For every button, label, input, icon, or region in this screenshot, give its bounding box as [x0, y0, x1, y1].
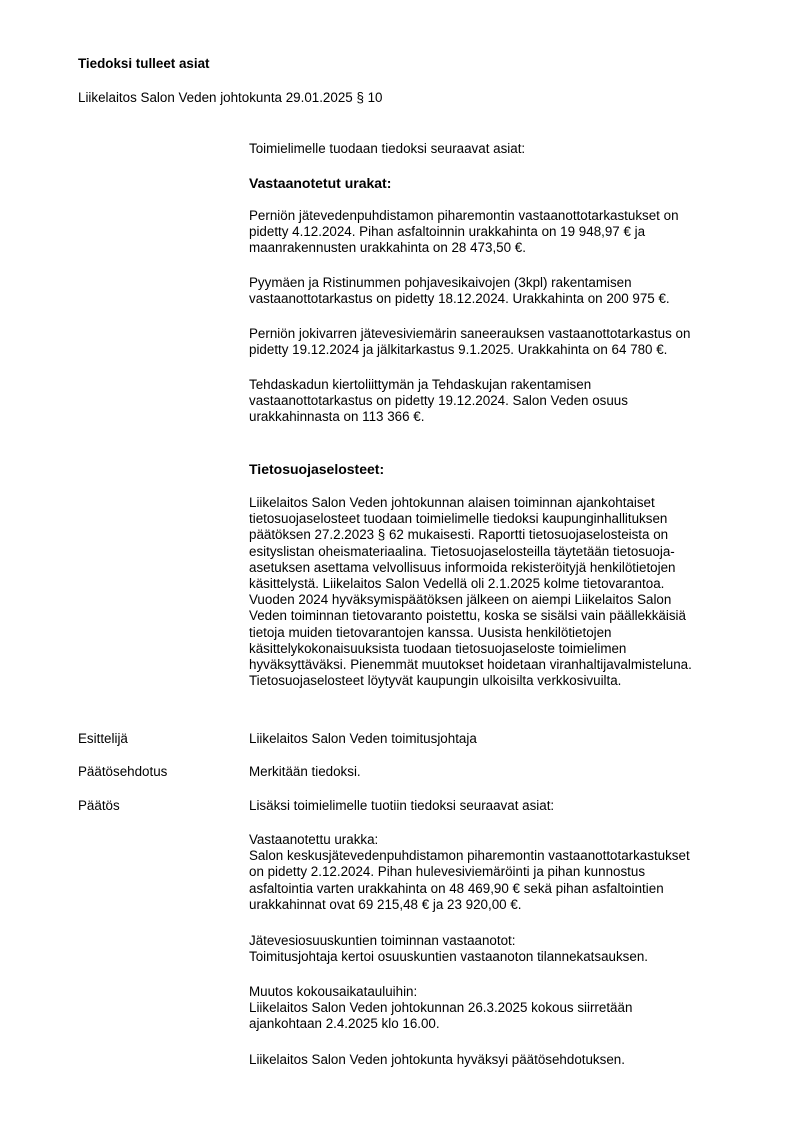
contract-paragraph-2: [249, 275, 741, 307]
text-line: Muutos kokousaikatauluihin:: [249, 984, 418, 999]
text-line: Veden toiminnan tietovaranto poistettu, koska se sisälsi vain päällekkäisiä: [249, 608, 686, 624]
decision-block-contract: [249, 832, 741, 913]
text-line: ajankohtaan 2.4.2025 klo 16.00.: [249, 1016, 440, 1032]
text-line: Vuoden 2024 hyväksymispäätöksen jälkeen on aiempi Liikelaitos Salon: [249, 592, 672, 608]
text-line: hyväksyttäväksi. Pienemmät muutokset hoidetaan viranhaltijavalmisteluna.: [249, 657, 692, 673]
text-line: Pyymäen ja Ristinummen pohjavesikaivojen (3kpl) rakentamisen: [249, 275, 632, 290]
decision-block-schedule: [249, 984, 741, 1033]
text-line: käsittelykokonaisuuksista tuodaan tietosuojaseloste toimielimen: [249, 640, 627, 656]
contract-paragraph-4: [249, 377, 741, 426]
text-line: tietoja muiden tietovarantojen kanssa. Uusista henkilötietojen: [249, 624, 612, 640]
text-line: tietosuojaselosteet tuodaan toimielimelle tiedoksi kaupunginhallituksen: [249, 511, 668, 527]
text-line: käsittelystä. Liikelaitos Salon Vedellä oli 2.1.2025 kolme tietovarantoa.: [249, 576, 665, 592]
text-line: on pidetty 2.12.2024. Pihan hulevesiviemäröinti ja pihan kunnostus: [249, 864, 646, 880]
text-line: Liikelaitos Salon Veden johtokunnan alaisen toiminnan ajankohtaiset: [249, 495, 655, 510]
text-line: Jätevesiosuuskuntien toiminnan vastaanotot:: [249, 933, 516, 948]
text-line: päätöksen 27.2.2023 § 62 mukaisesti. Raportti tietosuojaselosteista on: [249, 527, 669, 543]
text-line: pidetty 19.12.2024 ja jälkitarkastus 9.1.2025. Urakkahinta on 64 780 €.: [249, 342, 668, 358]
text-line: asfaltointia varten urakkahinta on 48 469,90 € sekä pihan asfaltointien: [249, 880, 664, 896]
intro-text: Toimielimelle tuodaan tiedoksi seuraavat asiat:: [249, 141, 526, 156]
proposal-label: Päätösehdotus: [78, 764, 168, 779]
privacy-paragraph: [249, 495, 741, 689]
decision-value: Lisäksi toimielimelle tuotiin tiedoksi seuraavat asiat:: [249, 798, 555, 813]
text-line: Salon keskusjätevedenpuhdistamon piharemontin vastaanottotarkastukset: [249, 848, 690, 864]
text-line: Perniön jokivarren jätevesiviemärin saneerauksen vastaanottotarkastus on: [249, 326, 691, 341]
text-line: Vastaanotettu urakka:: [249, 832, 379, 847]
text-line: asetuksen asettama velvollisuus informoida rekisteröityjä henkilötietojen: [249, 559, 676, 575]
text-line: maanrakennusten urakkahinta on 28 473,50 €.: [249, 240, 526, 256]
text-line: vastaanottotarkastus on pidetty 18.12.2024. Urakkahinta on 200 975 €.: [249, 291, 670, 307]
text-line: Tehdaskadun kiertoliittymän ja Tehdaskujan rakentamisen: [249, 377, 592, 392]
page-title: Tiedoksi tulleet asiat: [78, 56, 210, 71]
decision-label: Päätös: [78, 798, 120, 813]
contract-paragraph-1: [249, 208, 741, 257]
text-line: vastaanottotarkastus on pidetty 19.12.2024. Salon Veden osuus: [249, 393, 628, 409]
text-line: Perniön jätevedenpuhdistamon piharemontin vastaanottotarkastukset on: [249, 208, 679, 223]
contract-paragraph-3: [249, 326, 741, 358]
text-line: Liikelaitos Salon Veden johtokunnan 26.3.2025 kokous siirretään: [249, 1000, 633, 1016]
proposal-value: Merkitään tiedoksi.: [249, 764, 361, 779]
text-line: urakkahinnasta on 113 366 €.: [249, 409, 425, 425]
text-line: pidetty 4.12.2024. Pihan asfaltoinnin urakkahinta on 19 948,97 € ja: [249, 224, 646, 240]
meeting-reference: Liikelaitos Salon Veden johtokunta 29.01.2025 § 10: [78, 90, 383, 105]
decision-block-cooperatives: [249, 933, 741, 965]
decision-final: Liikelaitos Salon Veden johtokunta hyväksyi päätösehdotuksen.: [249, 1052, 625, 1067]
presenter-label: Esittelijä: [78, 731, 128, 746]
section-heading-contracts: Vastaanotetut urakat:: [249, 175, 392, 191]
text-line: Toimitusjohtaja kertoi osuuskuntien vastaanoton tilannekatsauksen.: [249, 949, 648, 965]
section-heading-privacy: Tietosuojaselosteet:: [249, 461, 385, 477]
text-line: Tietosuojaselosteet löytyvät kaupungin ulkoisilta verkkosivuilta.: [249, 673, 622, 689]
text-line: esityslistan oheismateriaalina. Tietosuojaselosteilla täytetään tietosuoja-: [249, 543, 675, 559]
text-line: urakkahinnat ovat 69 215,48 € ja 23 920,00 €.: [249, 896, 522, 912]
presenter-value: Liikelaitos Salon Veden toimitusjohtaja: [249, 731, 477, 746]
